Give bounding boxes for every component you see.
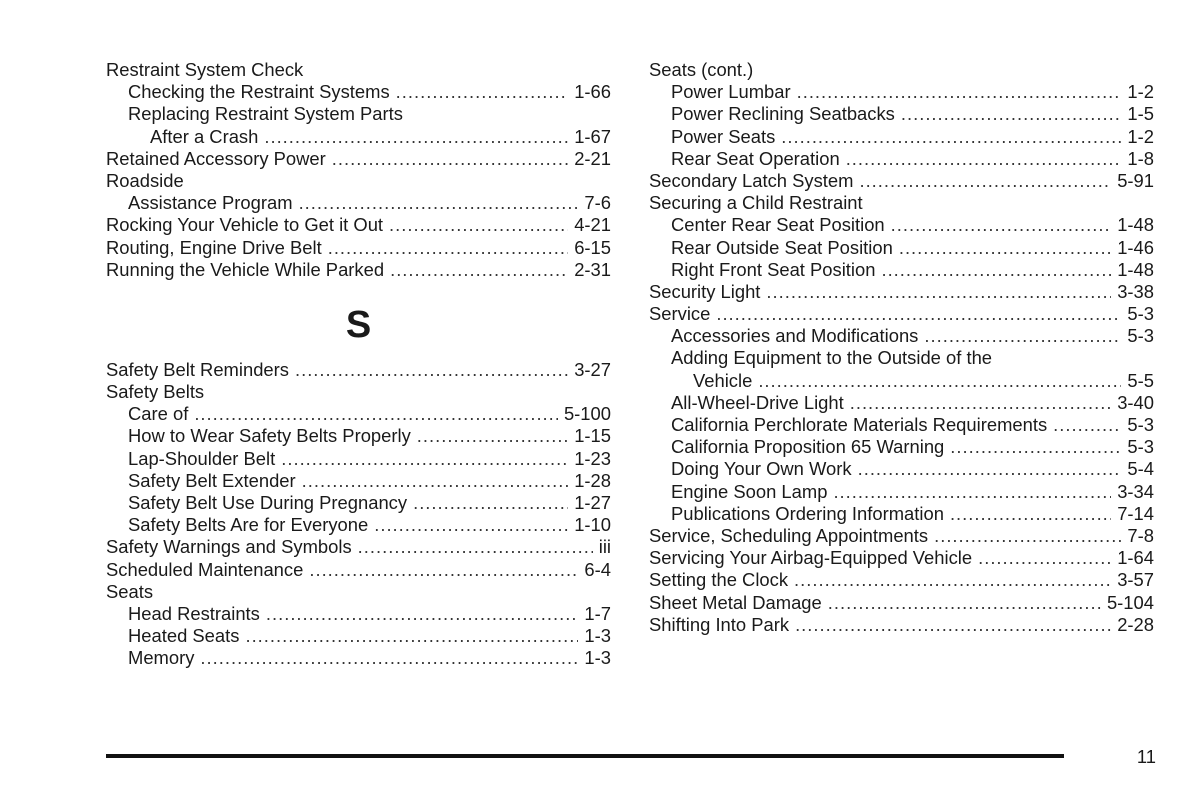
index-entry-page: 1-7	[584, 602, 611, 624]
dot-leader	[781, 126, 1121, 148]
dot-leader	[924, 325, 1121, 347]
index-entry	[649, 103, 1154, 125]
index-entry	[649, 214, 1154, 236]
index-entry-page: 5-5	[1127, 369, 1154, 391]
index-entry-page: 1-48	[1117, 214, 1154, 236]
index-entry-text: Safety Warnings and Symbols	[106, 536, 352, 558]
index-entry-page: 1-15	[574, 425, 611, 447]
index-entry-page: 2-28	[1117, 613, 1154, 635]
index-entry-page: 1-66	[574, 81, 611, 103]
index-entry-text: Right Front Seat Position	[671, 258, 876, 280]
index-entry	[649, 370, 1154, 392]
index-entry-page: 1-5	[1127, 103, 1154, 125]
index-entry	[649, 259, 1154, 281]
index-entry-text: Adding Equipment to the Outside of the	[671, 347, 993, 369]
page-number: 11	[1136, 746, 1156, 767]
dot-leader	[295, 359, 568, 381]
dot-leader	[309, 559, 578, 581]
index-entry-page: 1-23	[574, 447, 611, 469]
dot-leader	[299, 192, 579, 214]
index-entry	[649, 126, 1154, 148]
index-entry-page: 5-100	[563, 403, 611, 425]
index-entry-text: Memory	[128, 647, 195, 669]
index-entry-text: Rear Outside Seat Position	[671, 236, 893, 258]
index-entry	[106, 103, 611, 125]
index-entry	[106, 59, 611, 81]
index-entry	[106, 581, 611, 603]
dot-leader	[328, 237, 568, 259]
index-entry-text: Checking the Restraint Systems	[128, 81, 390, 103]
index-entry-text: Restraint System Check	[106, 59, 304, 80]
index-entry	[649, 614, 1154, 636]
index-entry-text: Safety Belts	[106, 381, 205, 403]
dot-leader	[200, 647, 578, 669]
dot-leader	[264, 126, 568, 148]
index-entry-text: Retained Accessory Power	[106, 147, 326, 169]
index-entry-page: 1-2	[1127, 81, 1154, 103]
dot-leader	[950, 503, 1111, 525]
index-entry-text: Heated Seats	[128, 625, 240, 647]
index-entry	[649, 347, 1154, 369]
index-entry-text: Assistance Program	[128, 192, 293, 214]
index-entry	[649, 325, 1154, 347]
dot-leader	[978, 547, 1111, 569]
index-entry	[106, 381, 611, 403]
index-entry	[106, 603, 611, 625]
index-entry-page: 1-28	[574, 469, 611, 491]
index-group-s-continued	[649, 59, 1154, 636]
index-entry-text: Safety Belt Use During Pregnancy	[128, 492, 408, 513]
dot-leader	[891, 214, 1112, 236]
index-entry-text: Replacing Restraint System Parts	[128, 103, 403, 125]
dot-leader	[302, 470, 569, 492]
dot-leader	[950, 436, 1121, 458]
index-entry	[106, 470, 611, 492]
index-entry-text: Rear Seat Operation	[671, 147, 840, 169]
dot-leader	[358, 536, 593, 558]
index-entry-text: How to Wear Safety Belts Properly	[128, 425, 411, 447]
index-entry-text: Secondary Latch System	[649, 169, 854, 191]
index-entry-page: 7-14	[1117, 502, 1154, 524]
index-entry-text: Running the Vehicle While Parked	[106, 258, 385, 280]
index-entry-text: Care of	[128, 403, 189, 425]
index-entry-text: Security Light	[649, 280, 761, 302]
index-entry-text: Sheet Metal Damage	[649, 591, 822, 613]
dot-leader	[716, 303, 1121, 325]
footer-rule	[106, 754, 1064, 758]
index-entry	[106, 559, 611, 581]
index-entry	[106, 647, 611, 669]
index-entry-text: Routing, Engine Drive Belt	[106, 236, 322, 258]
index-entry-text: After a Crash	[150, 125, 259, 147]
index-entry	[649, 458, 1154, 480]
index-entry-text: Service, Scheduling Appointments	[649, 524, 929, 546]
dot-leader	[881, 259, 1111, 281]
index-entry	[649, 481, 1154, 503]
index-entry-text: Seats (cont.)	[649, 59, 754, 80]
index-entry-page: 1-64	[1117, 547, 1154, 569]
index-entry-page: 6-15	[574, 236, 611, 258]
dot-leader	[899, 237, 1111, 259]
index-entry	[106, 192, 611, 214]
index-entry-page: 1-3	[584, 647, 611, 669]
dot-leader	[828, 592, 1101, 614]
dot-leader	[901, 103, 1122, 125]
dot-leader	[794, 569, 1111, 591]
index-entry-page: 1-46	[1117, 236, 1154, 258]
index-entry-text: Publications Ordering Information	[671, 502, 944, 524]
dot-leader	[934, 525, 1121, 547]
index-entry-text: Roadside	[106, 169, 184, 191]
index-entry	[649, 59, 1154, 81]
index-right-column	[649, 59, 1154, 636]
index-entry	[106, 448, 611, 470]
index-entry	[106, 259, 611, 281]
index-entry-page: 3-40	[1117, 391, 1154, 413]
dot-leader	[413, 492, 568, 514]
index-entry-page: 5-4	[1127, 458, 1154, 480]
index-entry-page: 4-21	[574, 214, 611, 236]
index-entry-page: 1-2	[1127, 125, 1154, 147]
index-entry	[649, 414, 1154, 436]
index-entry	[649, 547, 1154, 569]
index-entry-page: 5-3	[1127, 303, 1154, 325]
index-entry-text: Safety Belt Reminders	[106, 358, 289, 380]
index-group-s	[106, 359, 611, 670]
index-entry	[106, 81, 611, 103]
dot-leader	[389, 214, 568, 236]
index-entry-text: Securing a Child Restraint	[649, 192, 863, 214]
dot-leader	[194, 403, 558, 425]
index-entry-text: All-Wheel-Drive Light	[671, 391, 844, 413]
dot-leader	[266, 603, 579, 625]
index-entry-page: 5-3	[1127, 325, 1154, 347]
index-entry	[106, 170, 611, 192]
index-entry	[649, 237, 1154, 259]
index-entry-page: iii	[598, 536, 611, 558]
index-entry-page: 1-27	[574, 492, 611, 513]
index-entry	[106, 126, 611, 148]
dot-leader	[795, 614, 1111, 636]
index-entry	[649, 303, 1154, 325]
index-entry	[106, 214, 611, 236]
index-entry-text: Lap-Shoulder Belt	[128, 447, 276, 469]
index-entry	[106, 148, 611, 170]
index-entry-page: 5-104	[1106, 591, 1154, 613]
index-entry-text: Safety Belt Extender	[128, 469, 296, 491]
dot-leader	[1053, 414, 1121, 436]
index-entry	[649, 170, 1154, 192]
index-entry	[106, 492, 611, 514]
index-entry-page: 5-3	[1127, 436, 1154, 458]
index-entry	[649, 192, 1154, 214]
index-group-r	[106, 59, 611, 281]
index-entry	[649, 436, 1154, 458]
dot-leader	[374, 514, 568, 536]
index-entry-text: Servicing Your Airbag-Equipped Vehicle	[649, 547, 973, 569]
dot-leader	[850, 392, 1111, 414]
index-entry	[649, 392, 1154, 414]
index-entry-text: Power Lumbar	[671, 81, 791, 103]
index-entry-page: 3-34	[1117, 480, 1154, 502]
dot-leader	[859, 170, 1111, 192]
dot-leader	[332, 148, 568, 170]
index-entry	[106, 625, 611, 647]
dot-leader	[846, 148, 1122, 170]
index-entry-text: Rocking Your Vehicle to Get it Out	[106, 214, 384, 236]
index-entry	[649, 569, 1154, 591]
index-entry-text: Power Reclining Seatbacks	[671, 103, 895, 125]
index-entry	[106, 425, 611, 447]
index-entry-text: Service	[649, 303, 711, 325]
index-entry-page: 1-67	[574, 125, 611, 147]
index-entry	[649, 81, 1154, 103]
index-entry-text: Engine Soon Lamp	[671, 480, 828, 502]
index-entry-page: 1-48	[1117, 258, 1154, 280]
index-entry	[106, 237, 611, 259]
index-entry	[106, 514, 611, 536]
dot-leader	[858, 458, 1122, 480]
dot-leader	[245, 625, 578, 647]
index-entry	[649, 148, 1154, 170]
index-entry-text: Center Rear Seat Position	[671, 214, 885, 236]
index-entry-page: 3-57	[1117, 569, 1154, 591]
index-entry-page: 5-91	[1117, 169, 1154, 191]
index-entry-text: Power Seats	[671, 125, 776, 147]
index-entry-text: Accessories and Modifications	[671, 325, 919, 347]
index-entry-text: Seats	[106, 580, 154, 602]
index-entry	[649, 525, 1154, 547]
index-entry-page: 2-31	[574, 258, 611, 280]
index-entry-text: California Perchlorate Materials Requirements	[671, 414, 1048, 435]
dot-leader	[797, 81, 1122, 103]
index-entry-page: 1-3	[584, 625, 611, 647]
index-entry-text: Head Restraints	[128, 602, 260, 624]
index-entry-page: 5-3	[1127, 414, 1154, 435]
index-entry-text: Setting the Clock	[649, 569, 789, 591]
index-left-column	[106, 59, 611, 670]
dot-leader	[766, 281, 1111, 303]
index-entry-page: 6-4	[584, 558, 611, 580]
index-entry-page: 2-21	[574, 147, 611, 169]
index-entry-page: 3-27	[574, 358, 611, 380]
dot-leader	[758, 370, 1121, 392]
index-entry	[106, 536, 611, 558]
index-entry	[106, 359, 611, 381]
index-entry-page: 1-8	[1127, 147, 1154, 169]
dot-leader	[390, 259, 568, 281]
index-entry	[649, 281, 1154, 303]
index-entry-page: 1-10	[574, 514, 611, 536]
index-entry	[106, 403, 611, 425]
index-entry	[649, 592, 1154, 614]
index-entry-text: Shifting Into Park	[649, 613, 790, 635]
dot-leader	[281, 448, 568, 470]
index-entry-text: California Proposition 65 Warning	[671, 436, 945, 458]
index-entry-page: 7-6	[584, 192, 611, 214]
index-entry-text: Doing Your Own Work	[671, 458, 852, 480]
section-letter-heading: S	[345, 303, 372, 346]
dot-leader	[417, 425, 568, 447]
dot-leader	[396, 81, 569, 103]
index-entry-text: Vehicle	[693, 369, 753, 391]
index-entry-text: Safety Belts Are for Everyone	[128, 514, 369, 536]
index-entry-text: Scheduled Maintenance	[106, 558, 304, 580]
index-entry-page: 3-38	[1117, 280, 1154, 302]
index-entry-page: 7-8	[1127, 524, 1154, 546]
dot-leader	[833, 481, 1111, 503]
index-entry	[649, 503, 1154, 525]
